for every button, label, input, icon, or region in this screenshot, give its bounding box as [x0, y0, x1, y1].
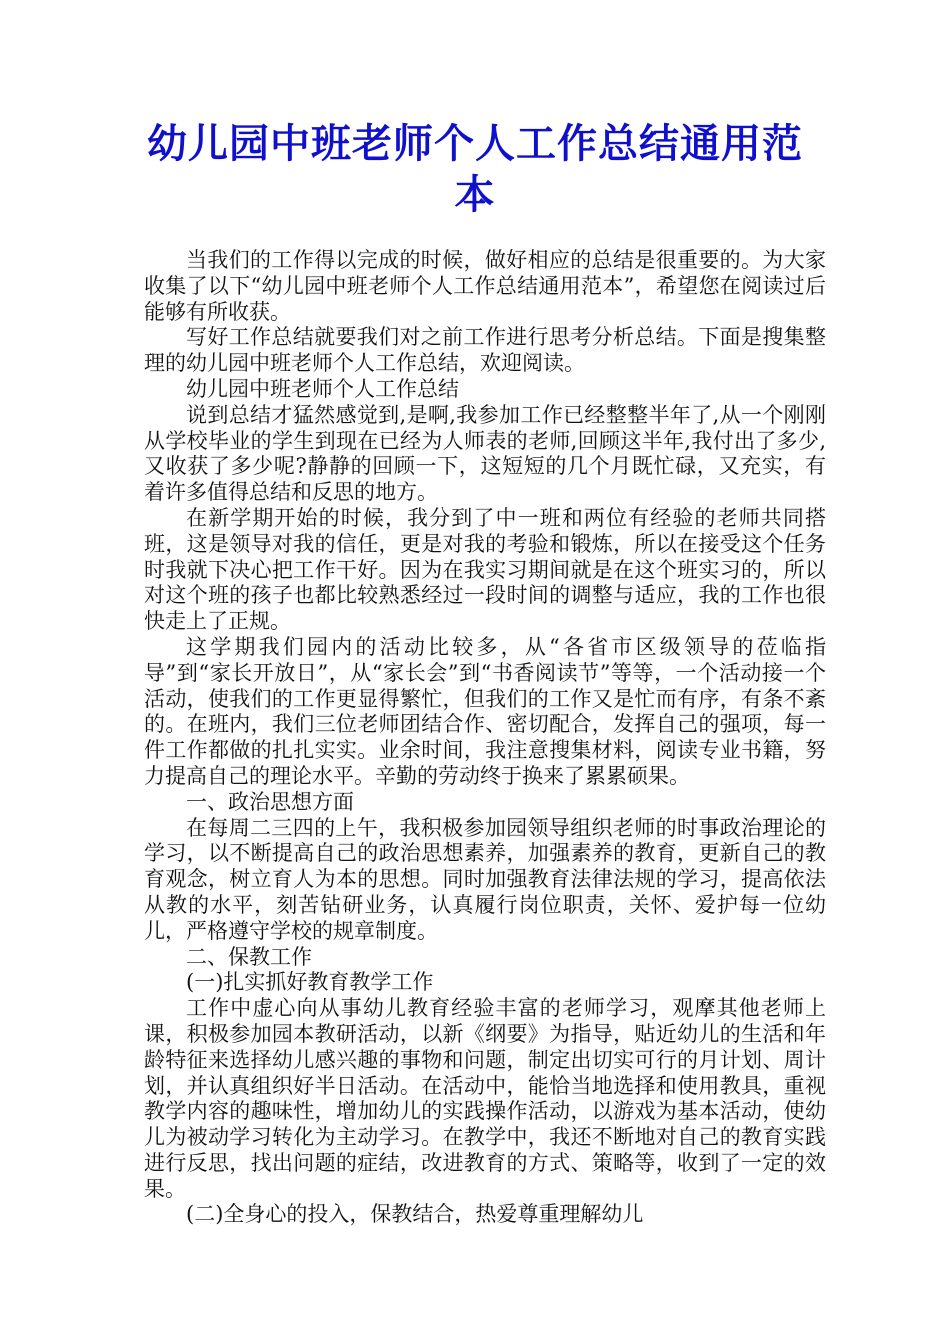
document-body [144, 248, 826, 1228]
paragraph-new-semester: 在新学期开始的时候，我分到了中一班和两位有经验的老师共同搭班，这是领导对我的信任，更是对我的考验和锻炼，所以在接受这个任务时我就下决心把工作干好。因为在我实习期间就是在这个班实习的，所以对这个班的孩子也都比较熟悉经过一段时间的调整与适应，我的工作也很快走上了正规。 [144, 505, 826, 634]
paragraph-activities: 这学期我们园内的活动比较多，从“各省市区级领导的莅临指导”到“家长开放日”，从“家长会”到“书香阅读节”等等，一个活动接一个活动，使我们的工作更显得繁忙，但我们的工作又是忙而有序，有条不紊的。在班内，我们三位老师团结合作、密切配合，发挥自己的强项，每一件工作都做的扎扎实实。业余时间，我注意搜集材料，阅读专业书籍，努力提高自己的理论水平。辛勤的劳动终于换来了累累硕果。 [144, 634, 826, 788]
paragraph-teaching-work: 工作中虚心向从事幼儿教育经验丰富的老师学习，观摩其他老师上课，积极参加园本教研活动，以新《纲要》为指导，贴近幼儿的生活和年龄特征来选择幼儿感兴趣的事物和问题，制定出切实可行的月计划、周计划，并认真组织好半日活动。在活动中，能恰当地选择和使用教具，重视教学内容的趣味性，增加幼儿的实践操作活动，以游戏为基本活动，使幼儿为被动学习转化为主动学习。在教学中，我还不断地对自己的教育实践进行反思，找出问题的症结，改进教育的方式、策略等，收到了一定的效果。 [144, 996, 826, 1201]
section-heading-summary: 幼儿园中班老师个人工作总结 [186, 376, 459, 401]
section-heading-politics: 一、政治思想方面 [186, 789, 354, 814]
section-heading-teaching: 二、保教工作 [186, 944, 312, 969]
subsection-heading-1: (一)扎实抓好教育教学工作 [186, 970, 434, 995]
subsection-heading-2: (二)全身心的投入，保教结合，热爱尊重理解幼儿 [186, 1202, 644, 1227]
paragraph-intro: 当我们的工作得以完成的时候，做好相应的总结是很重要的。为大家收集了以下“幼儿园中班老师个人工作总结通用范本”，希望您在阅读过后能够有所收获。 [144, 248, 826, 324]
paragraph-politics: 在每周二三四的上午，我积极参加园领导组织老师的时事政治理论的学习，以不断提高自己的政治思想素养，加强素养的教育，更新自己的教育观念，树立育人为本的思想。同时加强教育法律法规的学习，提高依法从教的水平，刻苦钻研业务，认真履行岗位职责，关怀、爱护每一位幼儿，严格遵守学校的规章制度。 [144, 815, 826, 943]
document-title: 幼儿园中班老师个人工作总结通用范本 [147, 120, 803, 218]
paragraph-preface: 写好工作总结就要我们对之前工作进行思考分析总结。下面是搜集整理的幼儿园中班老师个人工作总结，欢迎阅读。 [144, 325, 826, 376]
paragraph-reflection: 说到总结才猛然感觉到,是啊,我参加工作已经整整半年了,从一个刚刚从学校毕业的学生到现在已经为人师表的老师,回顾这半年,我付出了多少,又收获了多少呢?静静的回顾一下，这短短的几个月既忙碌，又充实，有着许多值得总结和反思的地方。 [144, 402, 826, 505]
